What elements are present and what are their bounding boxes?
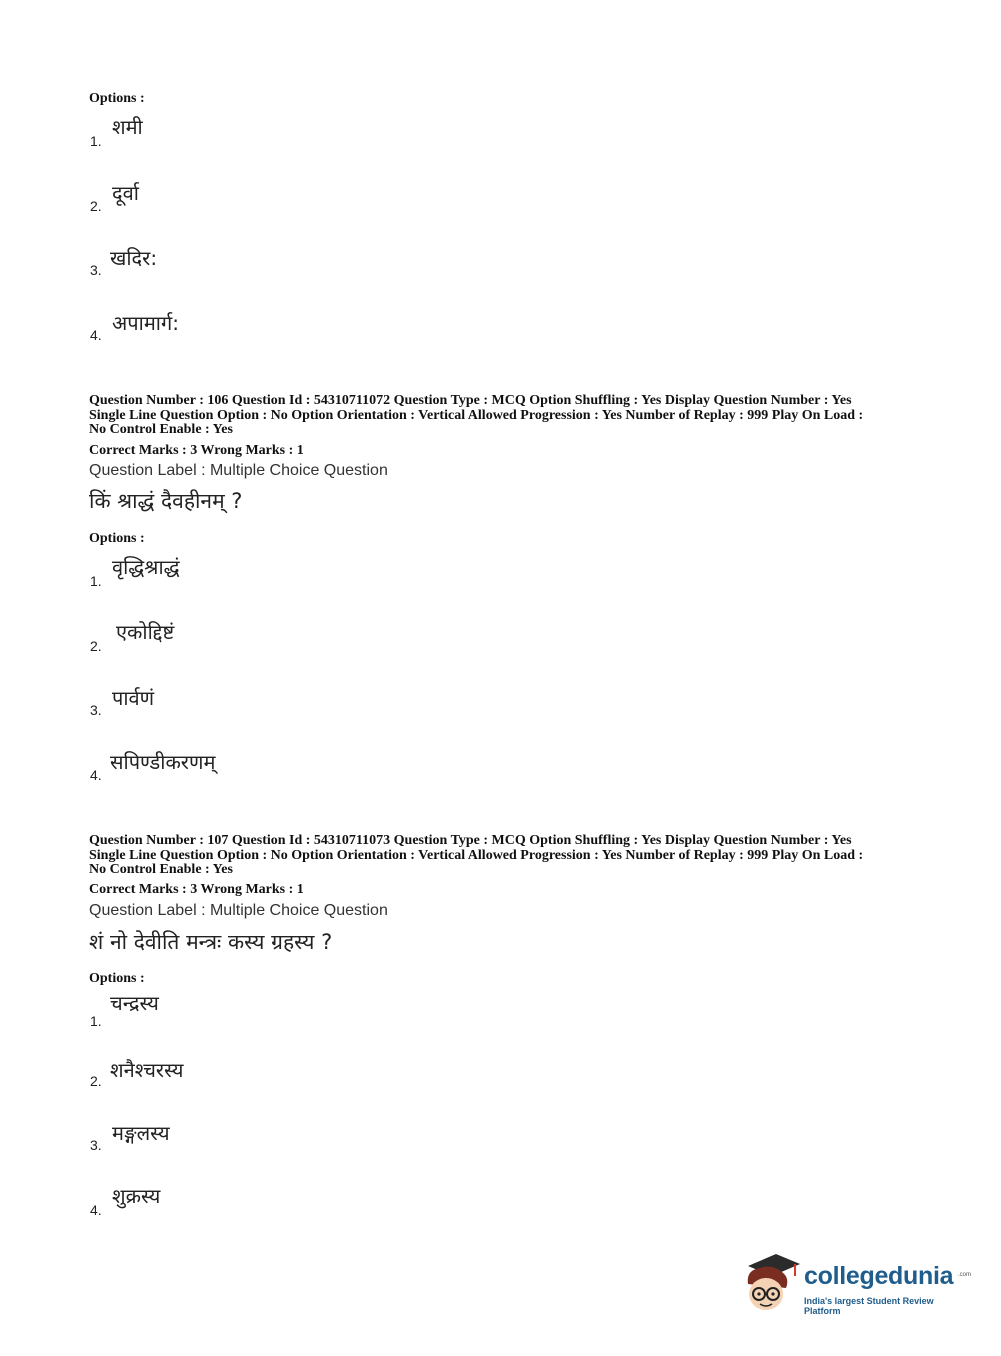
question-label: Question Label : Multiple Choice Question xyxy=(89,462,388,479)
question-meta xyxy=(89,394,919,438)
option-text[interactable]: शुक्रस्य xyxy=(112,1184,161,1208)
question-meta-line: Question Number : 107 Question Id : 54310711073 Question Type : MCQ Option Shuffling : Yes Display Question Number : Yes xyxy=(89,833,852,848)
option-text[interactable]: पार्वणं xyxy=(112,686,155,710)
option-text[interactable]: सपिण्डीकरणम् xyxy=(110,750,216,774)
option-text[interactable]: अपामार्ग: xyxy=(112,311,179,335)
option-number: 4. xyxy=(90,1202,102,1218)
question-marks: Correct Marks : 3 Wrong Marks : 1 xyxy=(89,443,304,458)
option-text[interactable]: शमी xyxy=(112,115,143,139)
question-marks: Correct Marks : 3 Wrong Marks : 1 xyxy=(89,882,304,897)
options-heading: Options : xyxy=(89,91,145,106)
question-meta-line: Single Line Question Option : No Option Orientation : Vertical Allowed Progression : Yes Number of Replay : 999 Play On Load : xyxy=(89,407,864,423)
option-number: 1. xyxy=(90,573,102,589)
question-label: Question Label : Multiple Choice Question xyxy=(89,902,388,919)
options-heading: Options : xyxy=(89,971,145,986)
logo-suffix: .com xyxy=(958,1272,972,1278)
option-text[interactable]: चन्द्रस्य xyxy=(110,991,159,1015)
question-text: किं श्राद्धं दैवहीनम् ? xyxy=(89,489,243,513)
question-meta-line: Single Line Question Option : No Option Orientation : Vertical Allowed Progression : Yes Number of Replay : 999 Play On Load : xyxy=(89,847,864,863)
option-number: 3. xyxy=(90,702,102,718)
option-number: 2. xyxy=(90,638,102,654)
option-text[interactable]: शनैश्चरस्य xyxy=(110,1058,184,1082)
option-number: 3. xyxy=(90,262,102,278)
option-number: 4. xyxy=(90,767,102,783)
option-number: 2. xyxy=(90,198,102,214)
option-text[interactable]: दूर्वा xyxy=(112,181,139,205)
option-number: 3. xyxy=(90,1137,102,1153)
mascot-icon xyxy=(742,1250,802,1316)
option-number: 2. xyxy=(90,1073,102,1089)
options-heading: Options : xyxy=(89,531,145,546)
logo-wordmark: collegedunia xyxy=(804,1262,954,1290)
question-meta-line: No Control Enable : Yes xyxy=(89,862,233,877)
option-text[interactable]: एकोद्दिष्टं xyxy=(116,620,175,644)
question-meta-line: Question Number : 106 Question Id : 54310711072 Question Type : MCQ Option Shuffling : Yes Display Question Number : Yes xyxy=(89,393,852,408)
question-text: शं नो देवीति मन्त्रः कस्य ग्रहस्य ? xyxy=(89,930,333,954)
option-text[interactable]: खदिर: xyxy=(110,246,158,270)
option-text[interactable]: वृद्धिश्राद्धं xyxy=(112,555,180,579)
collegedunia-logo xyxy=(742,1250,972,1316)
option-number: 4. xyxy=(90,327,102,343)
question-meta-line: No Control Enable : Yes xyxy=(89,422,233,437)
option-number: 1. xyxy=(90,1013,102,1029)
question-meta xyxy=(89,834,919,878)
option-number: 1. xyxy=(90,133,102,149)
option-text[interactable]: मङ्गलस्य xyxy=(112,1121,170,1145)
logo-tagline: India's largest Student Review Platform xyxy=(804,1296,934,1316)
